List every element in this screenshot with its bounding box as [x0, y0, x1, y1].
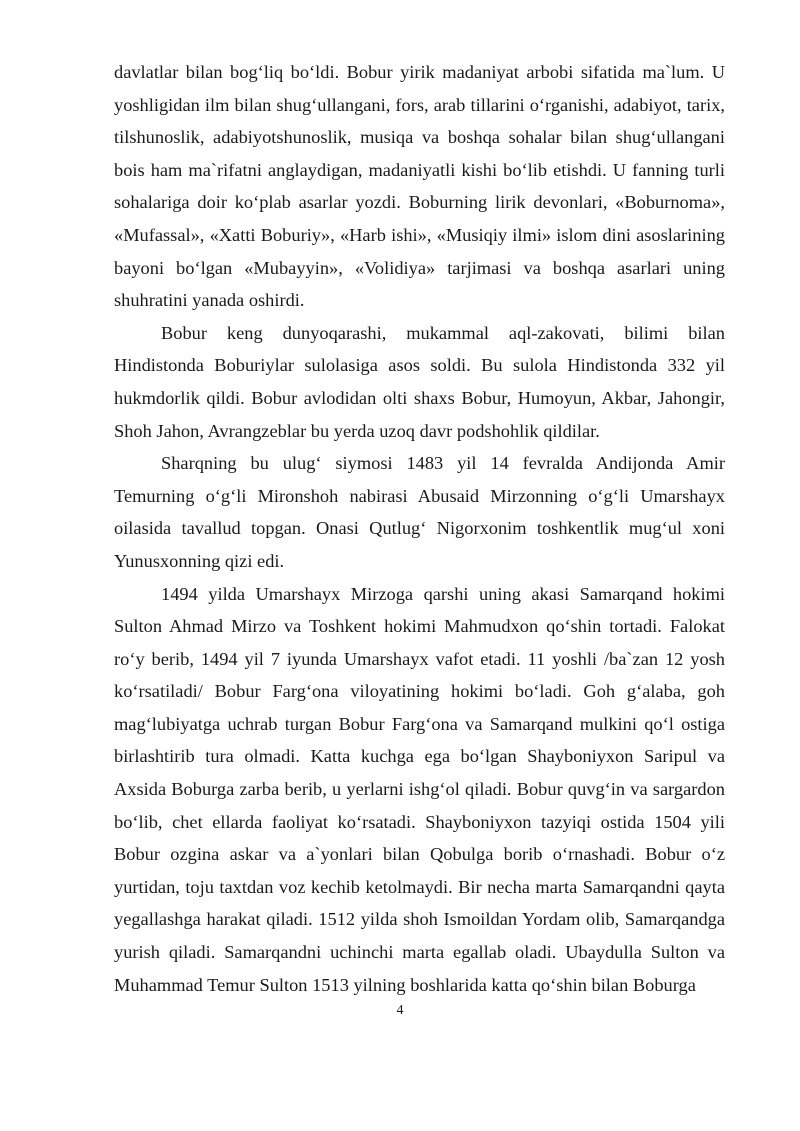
paragraph-1: davlatlar bilan bog‘liq bo‘ldi. Bobur yirik madaniyat arbobi sifatida ma`lum. U yoshligidan ilm bilan shug‘ullangani, fors, arab tillarini o‘rganishi, adabiyot, tarix, tilshunoslik, adabiyotshunoslik, musiqa va boshqa sohalar bilan shug‘ullangani bois ham ma`rifatni anglaydigan, madaniyatli kishi bo‘lib etishdi. U fanning turli sohalariga doir ko‘plab asarlar yozdi. Boburning lirik devonlari, «Boburnoma», «Mufassal», «Xatti Boburiy», «Harb ishi», «Musiqiy ilmi» islom dini asoslarining bayoni bo‘lgan «Mubayyin», «Volidiya» tarjimasi va boshqa asarlari uning shuhratini yanada oshirdi.	[114, 62, 725, 311]
page-number: 4	[396, 1003, 404, 1018]
paragraph-4: 1494 yilda Umarshayx Mirzoga qarshi uning akasi Samarqand hokimi Sulton Ahmad Mirzo va Toshkent hokimi Mahmudxon qo‘shin tortadi. Falokat ro‘y berib, 1494 yil 7 iyunda Umarshayx vafot etadi. 11 yoshli /ba`zan 12 yosh ko‘rsatiladi/ Bobur Farg‘ona viloyatining hokimi bo‘ladi. Goh g‘alaba, goh mag‘lubiyatga uchrab turgan Bobur Farg‘ona va Samarqand mulkini qo‘l ostiga birlashtirib tura olmadi. Katta kuchga ega bo‘lgan Shayboniyxon Saripul va Axsida Boburga zarba berib, u yerlarni ishg‘ol qiladi. Bobur quvg‘in va sargardon bo‘lib, chet ellarda faoliyat ko‘rsatadi. Shayboniyxon tazyiqi ostida 1504 yili Bobur ozgina askar va a`yonlari bilan Qobulga borib o‘rnashadi. Bobur o‘z yurtidan, toju taxtdan voz kechib ketolmaydi. Bir necha marta Samarqandni qayta yegallashga harakat qiladi. 1512 yilda shoh Ismoildan Yordam olib, Samarqandga yurish qiladi. Samarqandni uchinchi marta egallab oladi. Ubaydulla Sulton va Muhammad Temur Sulton 1513 yilning boshlarida katta qo‘shin bilan Boburga	[114, 583, 725, 995]
paragraph-2: Bobur keng dunyoqarashi, mukammal aql-zakovati, bilimi bilan Hindistonda Boburiylar sulolasiga asos soldi. Bu sulola Hindistonda 332 yil hukmdorlik qildi. Bobur avlodidan olti shaxs Bobur, Humoyun, Akbar, Jahongir, Shoh Jahon, Avrangzeblar bu yerda uzoq davr podshohlik qildilar.	[114, 322, 725, 441]
paragraph-3: Sharqning bu ulug‘ siymosi 1483 yil 14 fevralda Andijonda Amir Temurning o‘g‘li Mironshoh nabirasi Abusaid Mirzonning o‘g‘li Umarshayx oilasida tavallud topgan. Onasi Qutlug‘ Nigorxonim toshkentlik mug‘ul xoni Yunusxonning qizi edi.	[114, 453, 725, 571]
page-body	[114, 56, 725, 1001]
